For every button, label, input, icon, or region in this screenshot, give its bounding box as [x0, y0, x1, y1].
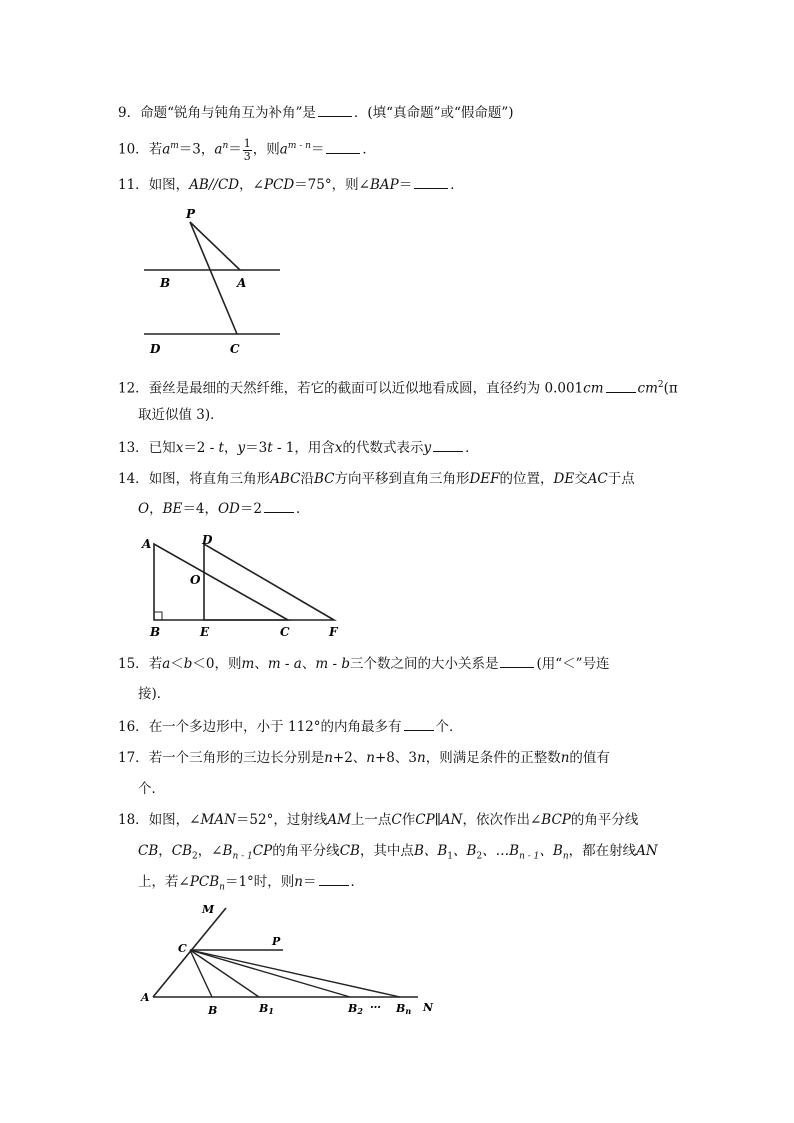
math-subscript: n: [219, 882, 225, 893]
math-var: MAN: [200, 812, 236, 828]
label-b2: [347, 1002, 363, 1016]
math-var: B: [222, 843, 233, 859]
question-text: ＝: [228, 141, 242, 158]
question-text: ＝1°时，则: [224, 874, 295, 890]
label-bn-main: B: [396, 1002, 406, 1015]
label-e: E: [200, 625, 210, 639]
question-text: 个．: [138, 781, 165, 797]
math-var: t: [218, 440, 224, 456]
answer-blank[interactable]: [319, 871, 349, 886]
label-d: D: [150, 342, 161, 356]
question-text: -: [280, 656, 294, 672]
question-text: 的值有: [569, 750, 610, 766]
question-15-line2: [138, 678, 170, 710]
math-var: BC: [313, 471, 335, 487]
answer-blank[interactable]: [500, 653, 534, 668]
math-subscript: n - 1: [232, 851, 253, 862]
question-number: 11．: [118, 177, 149, 193]
question-text: ，∠: [197, 843, 223, 859]
question-text: 上，若∠: [138, 874, 190, 890]
question-text: 、: [254, 656, 268, 672]
math-var: DEF: [469, 471, 500, 487]
question-text: ，: [149, 501, 163, 517]
math-var: x: [334, 440, 343, 456]
label-a: A: [141, 991, 150, 1004]
question-text: (用“＜”号连: [536, 656, 610, 672]
question-text: ∥: [434, 812, 441, 828]
math-var: AM: [327, 812, 351, 828]
math-var: y: [237, 440, 246, 456]
question-text: ．: [450, 177, 464, 193]
fraction-denominator: 3: [243, 149, 251, 163]
math-var: a: [214, 141, 223, 158]
math-var: n: [366, 750, 375, 766]
math-var: BE: [162, 501, 183, 517]
label-p: P: [186, 207, 196, 221]
math-var: B、B: [413, 843, 448, 859]
question-text: ＜0，则: [192, 656, 242, 672]
question-number: 13．: [118, 440, 149, 456]
label-b: B: [160, 276, 171, 290]
segment-cb2: [190, 950, 350, 997]
label-bn-sub: n: [405, 1006, 412, 1016]
answer-blank[interactable]: [414, 174, 448, 189]
label-o: O: [190, 573, 201, 587]
question-12-line2: [138, 399, 224, 431]
question-number: 16．: [118, 719, 149, 735]
question-text: 在一个多边形中，小于 112°的内角最多有: [148, 719, 402, 735]
question-text: -: [328, 656, 342, 672]
segment-pa: [190, 222, 240, 270]
question-17: [118, 742, 678, 774]
question-text: 方向平移到直角三角形: [334, 471, 470, 487]
label-a: A: [237, 276, 247, 290]
math-var: a: [162, 656, 171, 672]
question-number: 10．: [118, 141, 149, 158]
question-text: ＝4，: [182, 501, 218, 517]
question-text: 若一个三角形的三边长分别是: [148, 750, 325, 766]
question-text: ，则: [252, 141, 280, 158]
math-var: PCD: [263, 177, 295, 193]
question-text: ，其中点: [359, 843, 414, 859]
question-text: ，: [158, 843, 172, 859]
math-var: b: [341, 656, 350, 672]
question-16: [118, 711, 678, 743]
question-text: ＝: [398, 177, 413, 193]
question-18: [118, 804, 678, 836]
math-var: C: [391, 812, 402, 828]
label-b1: [258, 1002, 274, 1016]
label-b: B: [150, 625, 161, 639]
question-17-line2: [138, 773, 165, 805]
question-text: - 1，用含: [272, 440, 335, 456]
figure-q18: [138, 900, 448, 1020]
question-text: ．(填“真命题”或“假命题”): [353, 105, 514, 121]
question-text: 若: [148, 141, 163, 158]
question-10: [118, 130, 678, 166]
math-var: OD: [217, 501, 240, 517]
math-var: y: [423, 440, 432, 456]
question-text: 如图，∠: [148, 812, 201, 828]
math-var: x: [175, 440, 184, 456]
question-text: 的代数式表示: [342, 440, 424, 456]
question-13: [118, 432, 678, 464]
question-number: 12．: [118, 380, 149, 397]
question-text: ，则满足条件的正整数: [425, 750, 561, 766]
question-text: ，∠: [239, 177, 264, 193]
math-var: CB: [339, 843, 360, 859]
question-text: 如图，: [148, 177, 190, 193]
math-var: n: [560, 750, 570, 766]
label-b1-sub: 1: [268, 1006, 274, 1016]
math-var: CD: [217, 177, 240, 193]
question-text: ＝: [303, 874, 317, 890]
math-var: n: [417, 750, 426, 766]
math-var: DE: [553, 471, 575, 487]
question-text: ＝3，: [178, 141, 215, 158]
math-var: ABC: [270, 471, 301, 487]
label-b1-main: B: [259, 1002, 269, 1015]
question-text: ＝2: [239, 501, 262, 517]
label-c: C: [178, 942, 187, 955]
question-18-line3: [138, 866, 364, 904]
question-text: 蚕丝是最细的天然纤维，若它的截面可以近似地看成圆，直径约为 0.001: [148, 380, 584, 397]
question-number: 17．: [118, 750, 149, 766]
math-subscript: n: [562, 851, 569, 862]
question-text: ．: [295, 501, 310, 517]
math-var: 、B: [453, 843, 477, 859]
math-var: t: [267, 440, 273, 456]
math-symbol: //: [208, 177, 218, 193]
math-var: n: [294, 874, 303, 890]
question-text: (π: [663, 380, 678, 397]
label-bn: [395, 1002, 411, 1016]
question-14: [118, 463, 678, 495]
question-text: ＝3: [245, 440, 268, 456]
question-text: 上一点: [350, 812, 392, 828]
math-var: m - n: [287, 141, 311, 151]
segment-cbn: [190, 950, 400, 997]
label-m: M: [202, 903, 215, 916]
ray-am: [153, 908, 226, 997]
segment-pc: [190, 222, 237, 334]
math-var: m: [241, 656, 255, 672]
right-angle-mark: [154, 612, 162, 620]
label-p: P: [272, 935, 281, 948]
math-var: n: [324, 750, 333, 766]
math-var: CP: [415, 812, 435, 828]
answer-blank[interactable]: [264, 498, 294, 513]
fraction-numerator: 1: [243, 136, 251, 150]
math-exponent: 2: [657, 380, 664, 390]
math-var: BCP: [541, 812, 571, 828]
label-a: A: [142, 537, 152, 551]
math-subscript: 1: [447, 851, 454, 862]
answer-blank[interactable]: [433, 437, 463, 452]
math-var: 、B: [539, 843, 563, 859]
math-var: CB: [171, 843, 192, 859]
question-text: ＜: [170, 656, 184, 672]
answer-blank[interactable]: [326, 139, 360, 154]
question-text: 的角平分线: [272, 843, 340, 859]
question-text: ＝52°，过射线: [235, 812, 328, 828]
question-text: 作: [401, 812, 416, 828]
label-c: C: [230, 342, 240, 356]
question-text: 如图，将直角三角形: [148, 471, 271, 487]
question-number: 14．: [118, 471, 149, 487]
question-text: 三个数之间的大小关系是: [349, 656, 499, 672]
math-var: a: [162, 141, 171, 158]
question-number: 9．: [118, 105, 141, 121]
answer-blank[interactable]: [606, 378, 636, 393]
label-n: N: [423, 1001, 434, 1014]
math-var: AB: [189, 177, 209, 193]
question-text: 沿: [300, 471, 314, 487]
label-b2-main: B: [348, 1002, 358, 1015]
math-var: n: [222, 141, 229, 151]
question-14-line2: [138, 493, 309, 525]
question-text: ．: [362, 141, 376, 158]
question-text: 于点: [607, 471, 635, 487]
question-text: ，都在射线: [568, 843, 637, 859]
math-var: b: [183, 656, 193, 672]
math-var: a: [293, 656, 302, 672]
math-unit: cm: [583, 380, 604, 397]
math-var: m: [267, 656, 281, 672]
question-text: 取近似值 3)．: [138, 407, 224, 423]
label-d: D: [202, 533, 213, 547]
math-var: AN: [440, 812, 463, 828]
question-text: 的角平分线: [570, 812, 639, 828]
math-unit: cm: [637, 380, 658, 397]
math-var: BAP: [369, 177, 399, 193]
question-text: +2、: [332, 750, 367, 766]
question-text: ＝2 -: [183, 440, 219, 456]
math-subscript: 2: [476, 851, 483, 862]
math-var: 、…B: [482, 843, 520, 859]
question-text: 已知: [148, 440, 176, 456]
math-var: O: [138, 501, 150, 517]
label-c: C: [280, 625, 290, 639]
question-text: 接)．: [138, 686, 171, 702]
question-text: ，: [223, 440, 238, 456]
math-var: AC: [587, 471, 608, 487]
math-var: m: [315, 656, 329, 672]
question-text: ＝: [310, 141, 325, 158]
question-9: [118, 97, 678, 129]
question-text: ．: [350, 874, 364, 890]
question-number: 18．: [118, 812, 149, 828]
question-text: 的位置，: [499, 471, 554, 487]
fraction: [243, 138, 252, 163]
math-subscript: n - 1: [519, 851, 540, 862]
question-text: ，依次作出∠: [462, 812, 542, 828]
question-text: ＝75°，则∠: [294, 177, 370, 193]
math-subscript: 2: [192, 851, 198, 862]
math-var: CP: [252, 843, 273, 859]
math-var: PCB: [189, 874, 220, 890]
math-var: CB: [138, 843, 159, 859]
question-text: 、: [301, 656, 316, 672]
question-text: +8、3: [375, 750, 417, 766]
math-var: a: [279, 141, 288, 158]
question-text: ．: [465, 440, 479, 456]
question-11: [118, 169, 678, 201]
answer-blank[interactable]: [404, 716, 434, 731]
question-text: 命题“锐角与钝角互为补角”是: [140, 105, 316, 121]
question-15: [118, 648, 678, 680]
figure-q11: [140, 205, 285, 360]
label-b: B: [208, 1004, 218, 1017]
label-b2-sub: 2: [357, 1006, 363, 1016]
question-text: 交: [574, 471, 588, 487]
label-dots: …: [370, 998, 381, 1011]
question-text: 若: [148, 656, 163, 672]
math-var: AN: [636, 843, 658, 859]
question-number: 15．: [118, 656, 149, 672]
question-text: 个．: [435, 719, 463, 735]
figure-q14: [138, 528, 348, 640]
answer-blank[interactable]: [318, 102, 352, 117]
label-f: F: [329, 625, 338, 639]
math-var: m: [170, 141, 179, 151]
